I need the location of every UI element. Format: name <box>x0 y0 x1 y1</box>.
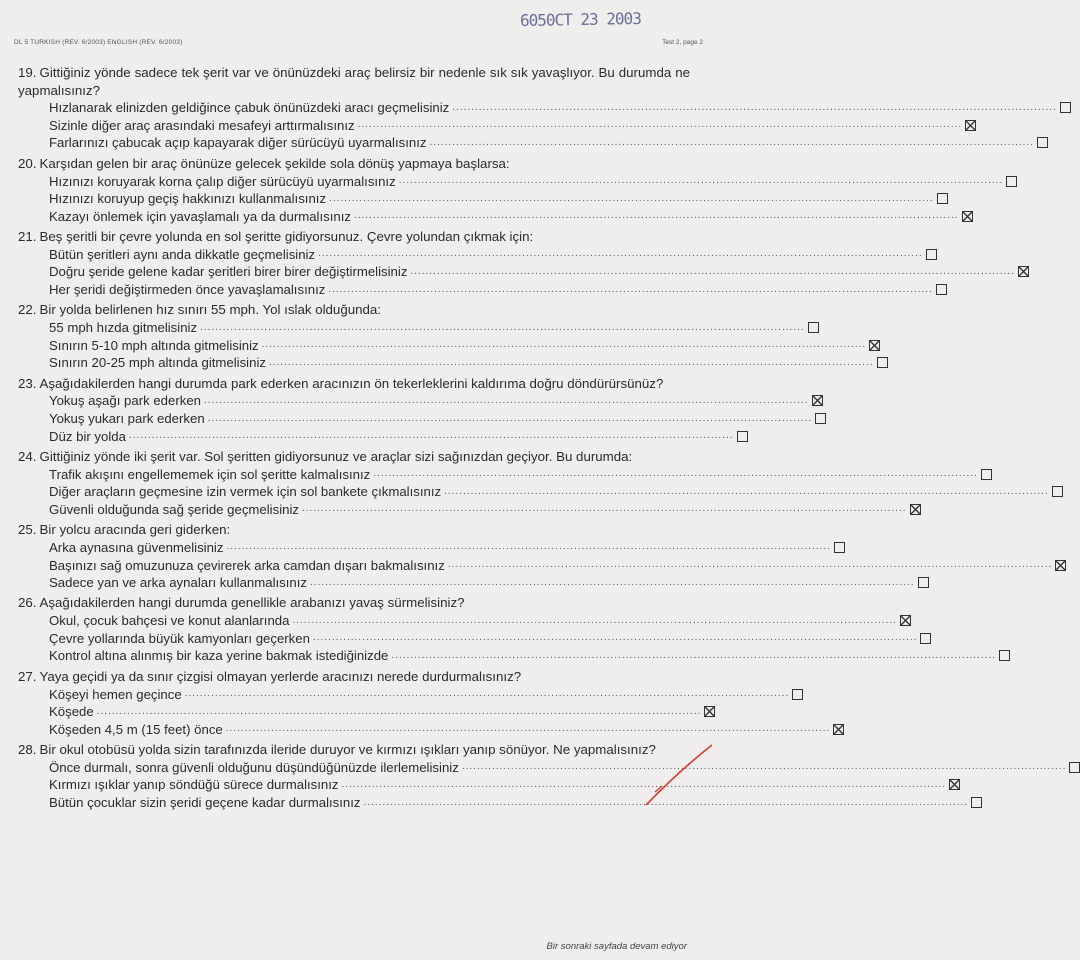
question-text: Yaya geçidi ya da sınır çizgisi olmayan yerlerde aracınızı nerede durdurmalısınız? <box>39 668 522 684</box>
answer-text: Yokuş aşağı park ederken <box>49 393 202 409</box>
leader-dots: ................................................................................................................................................................ <box>461 761 1067 773</box>
checkbox-checked[interactable] <box>869 340 880 351</box>
checkbox-checked[interactable] <box>910 504 921 515</box>
question-text: Gittiğiniz yönde iki şerit var. Sol şeritten gidiyorsunuz ve araçlar sizi sağınızdan geçiyor. Bu durumda: <box>39 448 633 464</box>
date-stamp: 6050CT 23 2003 <box>519 8 642 31</box>
checkbox[interactable] <box>792 689 803 700</box>
answer-text: Önce durmalı, sonra güvenli olduğunu düşündüğünüzde ilerlemelisiniz <box>49 759 459 775</box>
leader-dots: ................................................................................................................................................................ <box>207 412 813 424</box>
leader-dots: ................................................................................................................................................................ <box>261 339 867 351</box>
leader-dots: ................................................................................................................................................................ <box>226 541 831 553</box>
answer-text: Hızınızı koruyarak korna çalıp diğer sürücüyü uyarmalısınız <box>49 173 396 189</box>
question-number: 22. <box>18 302 37 318</box>
leader-dots: ................................................................................................................................................................ <box>398 175 1004 187</box>
answer-text: Hızlanarak elinizden geldiğince çabuk önünüzdeki aracı geçmelisiniz <box>49 100 450 116</box>
leader-dots: ................................................................................................................................................................ <box>96 705 702 717</box>
x-mark-icon <box>869 340 880 351</box>
checkbox[interactable] <box>918 577 929 588</box>
checkbox-checked[interactable] <box>1055 560 1066 571</box>
answer-text: Sizinle diğer araç arasındaki mesafeyi arttırmalısınız <box>49 117 355 133</box>
leader-dots: ................................................................................................................................................................ <box>312 632 918 644</box>
leader-dots: ................................................................................................................................................................ <box>292 614 897 626</box>
answer-text: Kontrol altına alınmış bir kaza yerine bakmak istediğinizde <box>49 648 389 664</box>
question-number: 24. <box>18 448 37 464</box>
answer-text: Okul, çocuk bahçesi ve konut alanlarında <box>49 613 290 629</box>
checkbox[interactable] <box>1006 176 1017 187</box>
answer-text: Çevre yollarında büyük kamyonları geçerken <box>49 630 310 646</box>
checkbox-checked[interactable] <box>900 615 911 626</box>
checkbox-checked[interactable] <box>949 779 960 790</box>
answer-text: Bütün çocuklar sizin şeridi geçene kadar durmalısınız <box>49 795 361 811</box>
question-text: Aşağıdakilerden hangi durumda park ederken aracınızın ön tekerleklerini kaldırıma doğru döndürürsünüz? <box>39 375 664 391</box>
checkbox[interactable] <box>1069 762 1080 773</box>
leader-dots: ................................................................................................................................................................ <box>353 210 959 222</box>
question-text: Aşağıdakilerden hangi durumda genellikle arabanızı yavaş sürmelisiniz? <box>39 595 465 611</box>
leader-dots: ................................................................................................................................................................ <box>447 559 1053 571</box>
answer-text: Sınırın 20-25 mph altında gitmelisiniz <box>49 355 266 371</box>
answer-text: Bütün şeritleri aynı anda dikkatle geçmelisiniz <box>49 246 316 262</box>
checkbox-checked[interactable] <box>1018 266 1029 277</box>
leader-dots: ................................................................................................................................................................ <box>341 778 947 790</box>
answer-text: Kazayı önlemek için yavaşlamalı ya da durmalısınız <box>49 208 351 224</box>
leader-dots: ................................................................................................................................................................ <box>318 248 923 260</box>
leader-dots: ................................................................................................................................................................ <box>410 265 1015 277</box>
x-mark-icon <box>965 120 976 131</box>
answer-text: Arka aynasına güvenmelisiniz <box>49 539 224 555</box>
leader-dots: ................................................................................................................................................................ <box>310 576 915 588</box>
question-text: Beş şeritli bir çevre yolunda en sol şeritte gidiyorsunuz. Çevre yolundan çıkmak için: <box>39 229 534 245</box>
answer-text: Hızınızı koruyup geçiş hakkınızı kullanmalısınız <box>49 191 327 207</box>
leader-dots: ................................................................................................................................................................ <box>391 649 996 661</box>
leader-dots: ................................................................................................................................................................ <box>429 136 1035 148</box>
answer-text: Köşeyi hemen geçince <box>49 686 182 702</box>
answer-text: Köşeden 4,5 m (15 feet) önce <box>49 721 223 737</box>
checkbox[interactable] <box>1037 137 1048 148</box>
checkbox[interactable] <box>936 284 947 295</box>
checkbox[interactable] <box>937 193 948 204</box>
x-mark-icon <box>833 724 844 735</box>
answer-text: Trafik akışını engellememek için sol şeritte kalmalısınız <box>49 466 371 482</box>
question-number: 26. <box>18 595 37 611</box>
leader-dots: ................................................................................................................................................................ <box>268 356 874 368</box>
leader-dots: ................................................................................................................................................................ <box>363 796 969 808</box>
leader-dots: ................................................................................................................................................................ <box>373 468 978 480</box>
leader-dots: ................................................................................................................................................................ <box>225 723 831 735</box>
x-mark-icon <box>962 211 973 222</box>
question-number: 21. <box>18 229 37 245</box>
checkbox-checked[interactable] <box>965 120 976 131</box>
checkbox[interactable] <box>737 431 748 442</box>
checkbox-checked[interactable] <box>812 395 823 406</box>
leader-dots: ................................................................................................................................................................ <box>357 119 963 131</box>
checkbox[interactable] <box>877 357 888 368</box>
checkbox[interactable] <box>1052 486 1063 497</box>
checkbox[interactable] <box>815 413 826 424</box>
question-text: Karşıdan gelen bir araç önünüze gelecek şekilde sola dönüş yapmaya başlarsa: <box>39 155 510 171</box>
checkbox-checked[interactable] <box>833 724 844 735</box>
checkbox[interactable] <box>981 469 992 480</box>
leader-dots: ................................................................................................................................................................ <box>200 321 805 333</box>
answer-text: Köşede <box>49 704 94 720</box>
leader-dots: ................................................................................................................................................................ <box>452 101 1057 113</box>
x-mark-icon <box>900 615 911 626</box>
checkbox[interactable] <box>971 797 982 808</box>
leader-dots: ................................................................................................................................................................ <box>204 394 809 406</box>
question-number: 20. <box>18 155 37 171</box>
checkbox[interactable] <box>920 633 931 644</box>
x-mark-icon <box>949 779 960 790</box>
checkbox[interactable] <box>1060 102 1071 113</box>
leader-dots: ................................................................................................................................................................ <box>301 503 907 515</box>
answer-text: Güvenli olduğunda sağ şeride geçmelisiniz <box>49 501 299 517</box>
x-mark-icon <box>910 504 921 515</box>
answer-text: Farlarınızı çabucak açıp kapayarak diğer sürücüyü uyarmalısınız <box>49 135 427 151</box>
question-number: 23. <box>18 375 37 391</box>
checkbox[interactable] <box>808 322 819 333</box>
answer-text: Sınırın 5-10 mph altında gitmelisiniz <box>49 337 259 353</box>
question-number: 27. <box>18 668 37 684</box>
x-mark-icon <box>812 395 823 406</box>
x-mark-icon <box>1055 560 1066 571</box>
checkbox[interactable] <box>834 542 845 553</box>
answer-text: 55 mph hızda gitmelisiniz <box>49 320 198 336</box>
leader-dots: ................................................................................................................................................................ <box>329 192 934 204</box>
question-number: 19. <box>18 65 37 80</box>
leader-dots: ................................................................................................................................................................ <box>128 430 734 442</box>
question-number: 28. <box>18 742 37 758</box>
answer-text: Doğru şeride gelene kadar şeritleri birer birer değiştirmelisiniz <box>49 264 408 280</box>
answer-text: Sadece yan ve arka aynaları kullanmalısınız <box>49 575 308 591</box>
question-number: 25. <box>18 522 37 538</box>
leader-dots: ................................................................................................................................................................ <box>184 688 790 700</box>
question-text: Bir okul otobüsü yolda sizin tarafınızda ileride duruyor ve kırmızı ışıkları yanıp sönüyor. Ne yapmalısınız? <box>39 742 656 758</box>
answer-text: Başınızı sağ omuzunuza çevirerek arka camdan dışarı bakmalısınız <box>49 557 445 573</box>
continued-note: Bir sonraki sayfada devam ediyor <box>546 941 687 952</box>
question-text: Bir yolcu aracında geri giderken: <box>39 522 231 538</box>
leader-dots: ................................................................................................................................................................ <box>444 485 1049 497</box>
checkbox[interactable] <box>999 650 1010 661</box>
answer-text: Düz bir yolda <box>49 428 126 444</box>
answer-text: Her şeridi değiştirmeden önce yavaşlamalısınız <box>49 282 326 298</box>
checkbox-checked[interactable] <box>962 211 973 222</box>
checkbox[interactable] <box>926 249 937 260</box>
question-text: Gittiğiniz yönde sadece tek şerit var ve önünüzdeki araç belirsiz bir nedenle sık sık yavaşlıyor. Bu durumda ne yapmalısınız? <box>18 65 690 98</box>
leader-dots: ................................................................................................................................................................ <box>328 283 933 295</box>
x-mark-icon <box>1018 266 1029 277</box>
question-text: Bir yolda belirlenen hız sınırı 55 mph. Yol ıslak olduğunda: <box>39 302 381 318</box>
answer-text: Diğer araçların geçmesine izin vermek için sol banketе çıkmalısınız <box>49 484 442 500</box>
page-number-header: Test 2, page 2 <box>662 39 703 46</box>
answer-text: Kırmızı ışıklar yanıp söndüğü sürece durmalısınız <box>49 777 339 793</box>
form-id-header: DL 5 TURKISH (REV. 6/2003) ENGLISH (REV. 6/2003) <box>14 39 183 46</box>
answer-text: Yokuş yukarı park ederken <box>49 411 205 427</box>
